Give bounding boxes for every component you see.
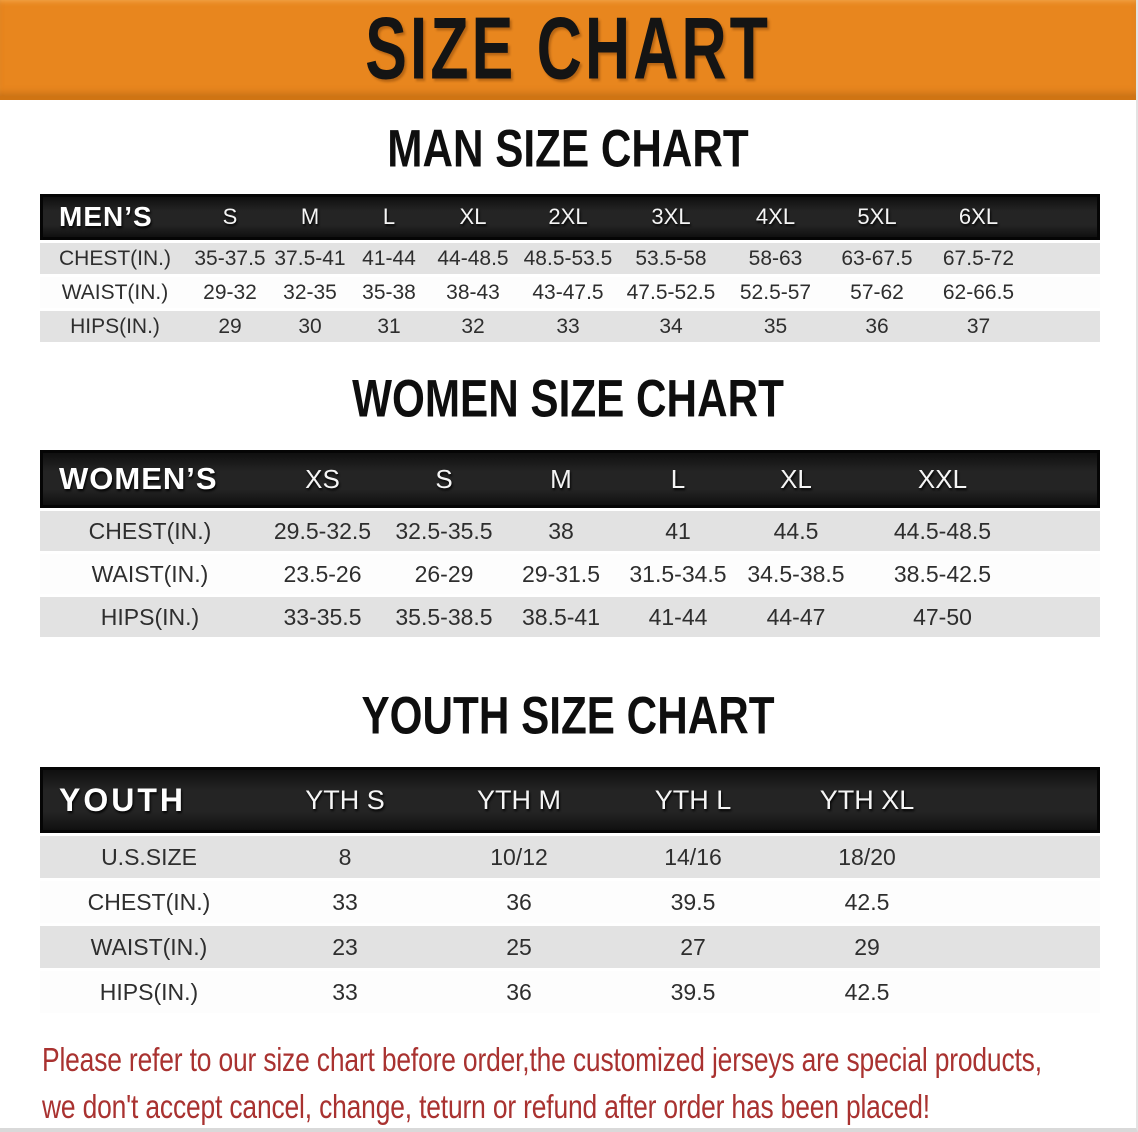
measurement-value: 67.5-72 <box>927 240 1030 274</box>
measurement-value: 57-62 <box>827 274 927 308</box>
filler-cell <box>954 767 1100 833</box>
filler-cell <box>954 923 1100 968</box>
measurement-value: 8 <box>258 833 432 878</box>
size-column-header: 3XL <box>618 194 724 240</box>
measurement-value: 31 <box>350 308 428 342</box>
measurement-value: 27 <box>606 923 780 968</box>
size-column-header: XL <box>737 450 855 508</box>
measurement-value: 14/16 <box>606 833 780 878</box>
measurement-value: 38 <box>503 508 619 551</box>
measurement-value: 31.5-34.5 <box>619 551 737 594</box>
measurement-value: 44-47 <box>737 594 855 637</box>
youth-size-table <box>40 767 1100 1013</box>
measurement-value: 33 <box>258 878 432 923</box>
measurement-value: 41-44 <box>619 594 737 637</box>
table-title-cell: WOMEN’S <box>40 450 260 508</box>
size-column-header: M <box>270 194 350 240</box>
filler-cell <box>1030 450 1100 508</box>
filler-cell <box>1030 194 1100 240</box>
measurement-value: 44.5 <box>737 508 855 551</box>
measurement-row <box>40 551 1100 594</box>
measurement-value: 35 <box>724 308 827 342</box>
measurement-value: 37.5-41 <box>270 240 350 274</box>
size-column-header: YTH L <box>606 767 780 833</box>
notice-line-2: we don't accept cancel, change, teturn or refund after order has been placed! <box>42 1087 930 1125</box>
size-table-header-row <box>40 767 1100 833</box>
measurement-value: 39.5 <box>606 878 780 923</box>
row-label: CHEST(IN.) <box>40 240 190 274</box>
measurement-value: 36 <box>827 308 927 342</box>
size-column-header: 6XL <box>927 194 1030 240</box>
row-label: WAIST(IN.) <box>40 274 190 308</box>
size-column-header: XXL <box>855 450 1030 508</box>
measurement-value: 53.5-58 <box>618 240 724 274</box>
measurement-value: 62-66.5 <box>927 274 1030 308</box>
banner-title: SIZE CHART <box>365 0 771 98</box>
measurement-row <box>40 508 1100 551</box>
measurement-value: 63-67.5 <box>827 240 927 274</box>
filler-cell <box>1030 308 1100 342</box>
measurement-value: 47-50 <box>855 594 1030 637</box>
measurement-value: 35-38 <box>350 274 428 308</box>
measurement-value: 44-48.5 <box>428 240 518 274</box>
measurement-row <box>40 923 1100 968</box>
filler-cell <box>1030 240 1100 274</box>
filler-cell <box>1030 508 1100 551</box>
measurement-value: 44.5-48.5 <box>855 508 1030 551</box>
measurement-value: 18/20 <box>780 833 954 878</box>
filler-cell <box>954 878 1100 923</box>
measurement-value: 47.5-52.5 <box>618 274 724 308</box>
measurement-row <box>40 308 1100 342</box>
measurement-value: 43-47.5 <box>518 274 618 308</box>
measurement-row <box>40 968 1100 1013</box>
measurement-row <box>40 878 1100 923</box>
measurement-value: 48.5-53.5 <box>518 240 618 274</box>
measurement-value: 33 <box>518 308 618 342</box>
measurement-value: 38-43 <box>428 274 518 308</box>
measurement-value: 38.5-42.5 <box>855 551 1030 594</box>
row-label: U.S.SIZE <box>40 833 258 878</box>
measurement-value: 35-37.5 <box>190 240 270 274</box>
measurement-value: 33 <box>258 968 432 1013</box>
size-column-header: YTH S <box>258 767 432 833</box>
measurement-value: 25 <box>432 923 606 968</box>
filler-cell <box>954 833 1100 878</box>
measurement-value: 10/12 <box>432 833 606 878</box>
notice-line-1: Please refer to our size chart before order,the customized jerseys are special products, <box>42 1041 1042 1078</box>
table-title-cell: YOUTH <box>40 767 258 833</box>
measurement-value: 52.5-57 <box>724 274 827 308</box>
table-title-cell: MEN’S <box>40 194 190 240</box>
row-label: CHEST(IN.) <box>40 878 258 923</box>
filler-cell <box>1030 274 1100 308</box>
measurement-value: 26-29 <box>385 551 503 594</box>
size-column-header: L <box>619 450 737 508</box>
row-label: CHEST(IN.) <box>40 508 260 551</box>
man-size-chart-section <box>0 120 1136 342</box>
size-column-header: YTH M <box>432 767 606 833</box>
filler-cell <box>1030 594 1100 637</box>
size-column-header: 5XL <box>827 194 927 240</box>
measurement-value: 42.5 <box>780 968 954 1013</box>
measurement-value: 29.5-32.5 <box>260 508 385 551</box>
measurement-value: 34.5-38.5 <box>737 551 855 594</box>
measurement-value: 38.5-41 <box>503 594 619 637</box>
measurement-row <box>40 240 1100 274</box>
measurement-value: 36 <box>432 968 606 1013</box>
size-column-header: XL <box>428 194 518 240</box>
size-column-header: M <box>503 450 619 508</box>
row-label: HIPS(IN.) <box>40 968 258 1013</box>
measurement-value: 29 <box>190 308 270 342</box>
measurement-value: 23 <box>258 923 432 968</box>
women-size-table <box>40 450 1100 637</box>
measurement-row <box>40 833 1100 878</box>
measurement-row <box>40 594 1100 637</box>
size-table-header-row <box>40 450 1100 508</box>
measurement-value: 23.5-26 <box>260 551 385 594</box>
measurement-value: 35.5-38.5 <box>385 594 503 637</box>
measurement-value: 41 <box>619 508 737 551</box>
size-column-header: XS <box>260 450 385 508</box>
women-size-chart-heading: WOMEN SIZE CHART <box>352 370 784 429</box>
measurement-value: 34 <box>618 308 724 342</box>
measurement-value: 36 <box>432 878 606 923</box>
women-size-chart-section <box>0 370 1136 637</box>
measurement-value: 33-35.5 <box>260 594 385 637</box>
row-label: WAIST(IN.) <box>40 551 260 594</box>
measurement-value: 32.5-35.5 <box>385 508 503 551</box>
measurement-value: 41-44 <box>350 240 428 274</box>
measurement-value: 30 <box>270 308 350 342</box>
measurement-value: 58-63 <box>724 240 827 274</box>
measurement-value: 32-35 <box>270 274 350 308</box>
men-size-table <box>40 194 1100 342</box>
measurement-value: 42.5 <box>780 878 954 923</box>
size-column-header: YTH XL <box>780 767 954 833</box>
filler-cell <box>954 968 1100 1013</box>
measurement-value: 32 <box>428 308 518 342</box>
size-chart-banner <box>0 0 1136 100</box>
youth-size-chart-heading: YOUTH SIZE CHART <box>361 687 775 746</box>
size-charts-main <box>0 120 1136 1131</box>
youth-size-chart-section <box>0 687 1136 1013</box>
size-column-header: 2XL <box>518 194 618 240</box>
measurement-row <box>40 274 1100 308</box>
size-column-header: L <box>350 194 428 240</box>
order-notice <box>42 1037 1138 1131</box>
man-size-chart-heading: MAN SIZE CHART <box>387 120 749 179</box>
size-column-header: 4XL <box>724 194 827 240</box>
measurement-value: 37 <box>927 308 1030 342</box>
measurement-value: 29-31.5 <box>503 551 619 594</box>
row-label: WAIST(IN.) <box>40 923 258 968</box>
size-column-header: S <box>385 450 503 508</box>
size-table-header-row <box>40 194 1100 240</box>
measurement-value: 29 <box>780 923 954 968</box>
row-label: HIPS(IN.) <box>40 308 190 342</box>
filler-cell <box>1030 551 1100 594</box>
size-column-header: S <box>190 194 270 240</box>
row-label: HIPS(IN.) <box>40 594 260 637</box>
measurement-value: 29-32 <box>190 274 270 308</box>
measurement-value: 39.5 <box>606 968 780 1013</box>
